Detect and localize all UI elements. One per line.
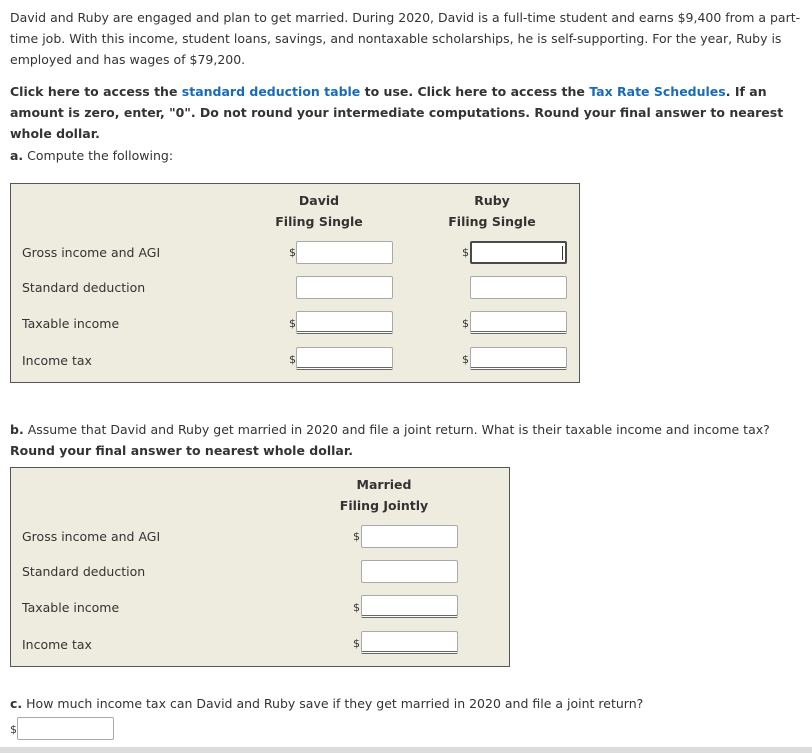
- joint-taxable-income-input[interactable]: [361, 595, 458, 618]
- row-label-standard-deduction: Standard deduction: [22, 280, 146, 295]
- part-a-question: [10, 145, 173, 166]
- row-label-income-tax: Income tax: [22, 353, 92, 368]
- col-married-header: [319, 474, 449, 516]
- text-cursor: [562, 246, 563, 260]
- dollar-sign: $: [353, 637, 360, 650]
- david-income-tax-input[interactable]: [296, 347, 393, 370]
- part-a-text: Compute the following:: [27, 148, 174, 163]
- col-david-name: David: [298, 193, 340, 208]
- dollar-sign: $: [289, 317, 296, 330]
- col-ruby-status: Filing Single: [448, 214, 536, 229]
- row-label-taxable-income: Taxable income: [22, 316, 120, 331]
- part-b-letter: b.: [10, 422, 24, 437]
- row-label-income-tax: Income tax: [22, 637, 92, 652]
- ruby-gross-income-input[interactable]: [470, 241, 567, 264]
- dollar-sign: $: [353, 530, 360, 543]
- col-married-name: Married: [356, 477, 412, 492]
- joint-gross-income-input[interactable]: [361, 525, 458, 548]
- part-c-question: [10, 693, 643, 714]
- joint-income-tax-input[interactable]: [361, 631, 458, 654]
- part-b-round-note: Round your final answer to nearest whole dollar.: [10, 443, 353, 458]
- ruby-standard-deduction-input[interactable]: [470, 276, 567, 299]
- col-david-status: Filing Single: [275, 214, 363, 229]
- row-label-taxable-income: Taxable income: [22, 600, 120, 615]
- part-b-text: Assume that David and Ruby get married in 2020 and file a joint return. What is their taxable income and income tax?: [27, 422, 770, 437]
- ruby-taxable-income-input[interactable]: [470, 311, 567, 334]
- dollar-sign: $: [289, 353, 296, 366]
- standard-deduction-table-link[interactable]: standard deduction table: [181, 84, 361, 99]
- dollar-sign: $: [289, 246, 296, 259]
- instructions-pre-link: Click here to access the: [10, 84, 182, 99]
- tax-savings-input[interactable]: [17, 717, 114, 740]
- ruby-income-tax-input[interactable]: [470, 347, 567, 370]
- instructions-post: . If an amount is zero, enter, "0". Do not round your intermediate computations. Round your final answer to nearest whole dollar.: [10, 84, 784, 141]
- part-a-panel: [10, 183, 580, 383]
- col-david-header: [254, 190, 384, 232]
- part-c-letter: c.: [10, 696, 23, 711]
- david-gross-income-input[interactable]: [296, 241, 393, 264]
- dollar-sign: $: [462, 246, 469, 259]
- david-taxable-income-input[interactable]: [296, 311, 393, 334]
- david-standard-deduction-input[interactable]: [296, 276, 393, 299]
- row-label-standard-deduction: Standard deduction: [22, 564, 146, 579]
- dollar-sign: $: [10, 723, 17, 736]
- dollar-sign: $: [462, 353, 469, 366]
- problem-intro: David and Ruby are engaged and plan to get married. During 2020, David is a full-time student and earns $9,400 from a part-time job. With this income, student loans, savings, and nontaxable scholarships, he is self-supporting. For the year, Ruby is employed and has wages of $79,200.: [10, 10, 801, 67]
- part-b-question: [10, 419, 808, 461]
- dollar-sign: $: [462, 317, 469, 330]
- part-b-panel: [10, 467, 510, 667]
- instructions: [10, 81, 808, 144]
- row-label-gross-income: Gross income and AGI: [22, 529, 161, 544]
- dollar-sign: $: [353, 601, 360, 614]
- tax-rate-schedules-link[interactable]: Tax Rate Schedules: [589, 84, 726, 99]
- col-ruby-header: [427, 190, 557, 232]
- joint-standard-deduction-input[interactable]: [361, 560, 458, 583]
- instructions-mid: to use. Click here to access the: [360, 84, 590, 99]
- row-label-gross-income: Gross income and AGI: [22, 245, 161, 260]
- part-a-letter: a.: [10, 148, 24, 163]
- horizontal-scrollbar[interactable]: [0, 747, 812, 753]
- part-c-text: How much income tax can David and Ruby save if they get married in 2020 and file a joint return?: [26, 696, 644, 711]
- col-ruby-name: Ruby: [474, 193, 510, 208]
- col-married-status: Filing Jointly: [339, 498, 429, 513]
